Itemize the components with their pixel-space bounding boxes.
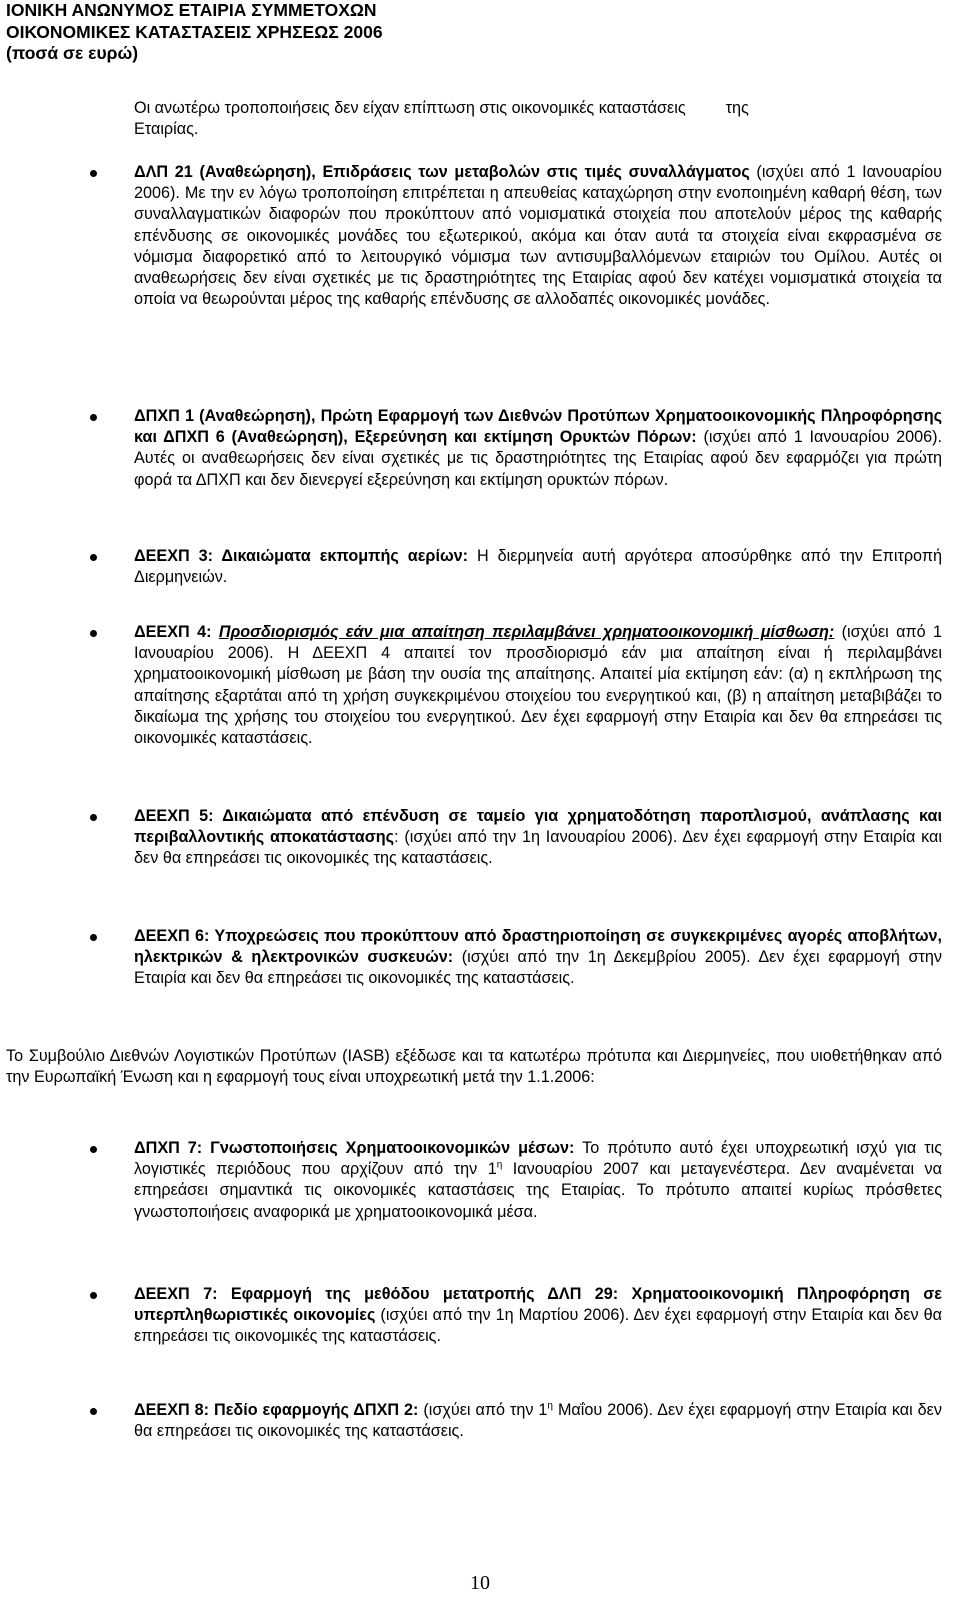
company-name: ΙΟΝΙΚΗ ΑΝΩΝΥΜΟΣ ΕΤΑΙΡΙΑ ΣΥΜΜΕΤΟΧΩΝ bbox=[6, 0, 377, 20]
item-title: ΔΠΧΠ 7: Γνωστοποιήσεις Χρηματοοικονομικών μέσων: bbox=[134, 1139, 575, 1157]
item-text: Το πρότυπο αυτό έχει υποχρεωτική ισχύ για τις λογιστικές περιόδους που αρχίζουν από την 1 bbox=[134, 1139, 943, 1179]
item-text-cont: Ιανουαρίου 2007 και μεταγενέστερα. Δεν αναμένεται να επηρεάσει σημαντικά τις οικονομικές καταστάσεις της Εταιρίας. Το πρότυπο απαιτεί κυρίως πρόσθετες γνωστοποιήσεις αναφορικά με χρηματοοικονομικά μέσα. bbox=[134, 1160, 943, 1221]
list-item bbox=[134, 926, 942, 990]
bullet-icon bbox=[90, 414, 97, 421]
list-item bbox=[134, 1284, 942, 1348]
list-item bbox=[134, 806, 942, 870]
list-item bbox=[134, 162, 942, 310]
item-text: Η διερμηνεία αυτή αργότερα αποσύρθηκε από την Επιτροπή Διερμηνειών. bbox=[134, 547, 942, 587]
bullet-icon bbox=[90, 1146, 97, 1153]
statements-title: ΟΙΚΟΝΟΜΙΚΕΣ ΚΑΤΑΣΤΑΣΕΙΣ ΧΡΗΣΕΩΣ 2006 bbox=[6, 21, 383, 42]
item-title: ΔΕΕΧΠ 7: Εφαρμογή της μεθόδου μετατροπής ΔΛΠ 29: Χρηματοοικονομική Πληροφόρηση σε υπερπληθωριστικές οικονομίες bbox=[134, 1285, 942, 1325]
intro-text-end: της bbox=[725, 99, 749, 117]
list-item bbox=[134, 406, 942, 491]
bullet-icon bbox=[90, 554, 97, 561]
item-text: (ισχύει από 1 Ιανουαρίου 2006). Η ΔΕΕΧΠ 4 απαιτεί τον προσδιορισμό εάν μια απαίτηση είναι ή περιλαμβάνει χρηματοοικονομική μίσθωση με βάση την ουσία της απαίτησης. Απαιτεί μία εκτίμηση εάν: (α) η εκπλήρωση της απαίτησης εξαρτάται από τη χρήση συγκεκριμένου στοιχείου του ενεργητικού και, (β) η απαίτηση μεταβιβάζει το δικαίωμα της χρήσης του στοιχείου του ενεργητικού. Δεν έχει εφαρμογή στην Εταιρία και δεν θα επηρεάσει τις οικονομικές καταστάσεις. bbox=[134, 623, 942, 748]
list-item bbox=[134, 622, 942, 749]
item-title-italic: Προσδιορισμός εάν μια απαίτηση περιλαμβάνει χρηματοοικονομική μίσθωση: bbox=[218, 623, 835, 641]
list-item bbox=[134, 1138, 942, 1223]
intro-text: Οι ανωτέρω τροποποιήσεις δεν είχαν επίπτωση στις οικονομικές καταστάσεις bbox=[134, 99, 686, 117]
item-text: (ισχύει από την 1 bbox=[418, 1401, 548, 1419]
document-header bbox=[6, 0, 383, 65]
bullet-icon bbox=[90, 934, 97, 941]
item-text: (ισχύει από 1 Ιανουαρίου 2006). Με την εν λόγω τροποποίηση επιτρέπεται η απευθείας καταχώρηση στην ενοποιημένη καθαρή θέση, των συναλλαγματικών διαφορών που προκύπτουν από νομισματικά στοιχεία που αποτελούν μέρος της καθαρής επένδυσης σε οικονομικές μονάδες του εξωτερικού, ακόμα και όταν αυτά τα στοιχεία είναι εκφρασμένα σε νόμισμα διαφορετικό από το λειτουργικό νόμισμα των αντισυμβαλλόμενων εταιριών του Ομίλου. Αυτές οι αναθεωρήσεις δεν είναι σχετικές με τις δραστηριότητες της Εταιρίας αφού δεν κατέχει νομισματικά στοιχεία τα οποία να θεωρούνται μέρος της καθαρής επένδυσης σε αλλοδαπές οικονομικές μονάδες. bbox=[134, 163, 942, 309]
item-text-cont: Μαΐου 2006). Δεν έχει εφαρμογή στην Εταιρία και δεν θα επηρεάσει τις οικονομικές της καταστάσεις. bbox=[134, 1401, 942, 1441]
superscript: η bbox=[496, 1159, 503, 1171]
bullet-icon bbox=[90, 1408, 97, 1415]
iasb-paragraph: Το Συμβούλιο Διεθνών Λογιστικών Προτύπων (IASB) εξέδωσε και τα κατωτέρω πρότυπα και Διερμηνείες, που υιοθετήθηκαν από την Ευρωπαϊκή Ένωση και η εφαρμογή τους είναι υποχρεωτική μετά την 1.1.2006: bbox=[6, 1047, 942, 1087]
bullet-icon bbox=[90, 170, 97, 177]
intro-text-cont: Εταιρίας. bbox=[134, 120, 199, 139]
superscript: η bbox=[547, 1400, 553, 1412]
item-title: ΔΕΕΧΠ 5: Δικαιώματα από επένδυση σε ταμείο για χρηματοδότηση παροπλισμού, ανάπλασης και περιβαλλοντικής αποκατάστασης bbox=[134, 807, 942, 847]
item-text: (ισχύει από την 1η Δεκεμβρίου 2005). Δεν έχει εφαρμογή στην Εταιρία και δεν θα επηρεάσει τις οικονομικές της καταστάσεις. bbox=[134, 948, 942, 988]
item-text: (ισχύει από 1 Ιανουαρίου 2006). Αυτές οι αναθεωρήσεις δεν είναι σχετικές με τις δραστηριότητες της Εταιρίας αφού δεν εφαρμόζει για πρώτη φορά τα ΔΠΧΠ και δεν διενεργεί εξερεύνηση και εκτίμηση ορυκτών πόρων. bbox=[134, 428, 942, 489]
item-text: (ισχύει από την 1η Μαρτίου 2006). Δεν έχει εφαρμογή στην Εταιρία και δεν θα επηρεάσει τις οικονομικές της καταστάσεις. bbox=[134, 1306, 942, 1346]
item-title: ΔΕΕΧΠ 4: bbox=[134, 623, 219, 641]
item-title: ΔΕΕΧΠ 3: Δικαιώματα εκπομπής αερίων: bbox=[134, 547, 469, 565]
item-title: ΔΕΕΧΠ 8: Πεδίο εφαρμογής ΔΠΧΠ 2: bbox=[134, 1401, 419, 1419]
list-item bbox=[134, 1400, 942, 1442]
item-title: ΔΠΧΠ 1 (Αναθεώρηση), Πρώτη Εφαρμογή των Διεθνών Προτύπων Χρηματοοικονομικής Πληροφόρησης και ΔΠΧΠ 6 (Αναθεώρηση), Εξερεύνηση και εκτίμηση Ορυκτών Πόρων: bbox=[134, 407, 942, 447]
currency-note: (ποσά σε ευρώ) bbox=[6, 43, 139, 63]
page-number: 10 bbox=[470, 1572, 490, 1594]
item-text: : (ισχύει από την 1η Ιανουαρίου 2006). Δεν έχει εφαρμογή στην Εταιρία και δεν θα επηρεάσει τις οικονομικές της καταστάσεις. bbox=[134, 828, 942, 868]
item-title: ΔΛΠ 21 (Αναθεώρηση), Επιδράσεις των μεταβολών στις τιμές συναλλάγματος bbox=[134, 163, 750, 181]
bullet-icon bbox=[90, 814, 97, 821]
bullet-icon bbox=[90, 630, 97, 637]
item-title: ΔΕΕΧΠ 6: Υποχρεώσεις που προκύπτουν από δραστηριοποίηση σε συγκεκριμένες αγορές αποβλήτων, ηλεκτρικών & ηλεκτρονικών συσκευών: bbox=[134, 927, 942, 967]
bullet-icon bbox=[90, 1292, 97, 1299]
list-item bbox=[134, 546, 942, 588]
intro-paragraph bbox=[134, 98, 942, 140]
